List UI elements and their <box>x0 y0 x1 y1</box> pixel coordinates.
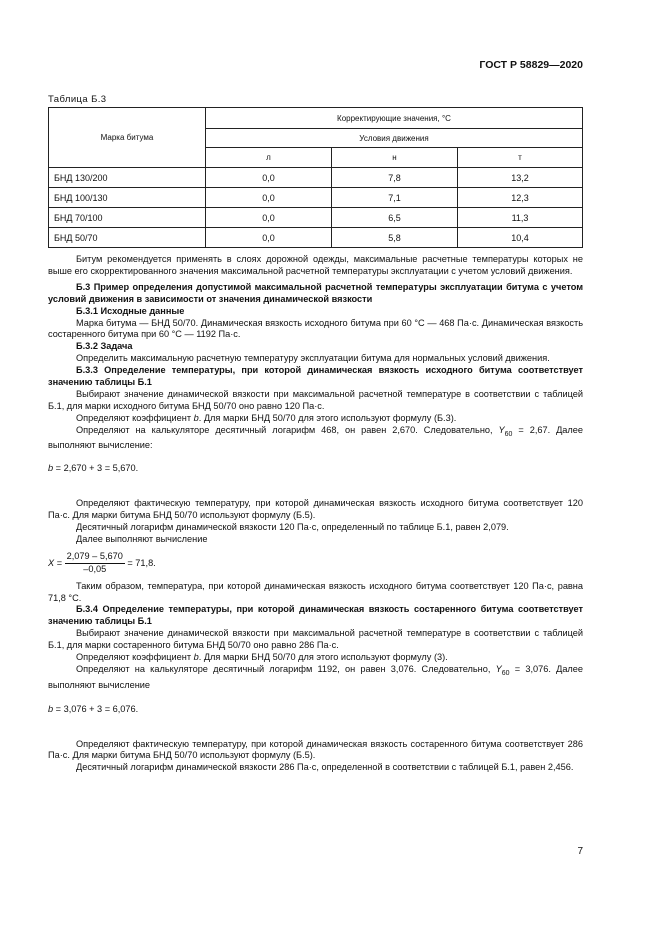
paragraph: Таким образом, температура, при которой динамическая вязкость исходного битума соответствует 120 Па·с, равна 71,8 °С. <box>48 580 583 603</box>
text-run: . Для марки БНД 50/70 для этого используют формулу (3). <box>198 652 448 663</box>
table-row <box>49 168 583 188</box>
text-run: Определяют на калькуляторе десятичный логарифм 1192, он равен 3,076. Следовательно, <box>76 664 496 675</box>
text-run: b <box>193 412 199 423</box>
paragraph: Десятичный логарифм динамической вязкости 120 Па·с, определенный по таблице Б.1, равен 2,079. <box>76 522 509 533</box>
text-run: Определяют коэффициент <box>76 412 194 423</box>
text-run: 60 <box>501 669 510 677</box>
text-run: Определяют коэффициент <box>76 652 194 663</box>
table-row <box>49 228 583 248</box>
section-heading-b33: Б.3.3 Определение температуры, при которой динамическая вязкость исходного битума соответствует значению таблицы Б.1 <box>48 365 583 388</box>
col-header-grade: Марка битума <box>49 108 206 168</box>
cell-value: 12,3 <box>458 188 583 208</box>
text-run: . Для марки БНД 50/70 для этого используют формулу (Б.3). <box>198 412 457 423</box>
text-run: = 3,076. Далее выполняют вычисление <box>48 664 584 690</box>
cell-grade: БНД 100/130 <box>49 188 206 208</box>
cell-value: 6,5 <box>332 208 458 228</box>
cell-value: 0,0 <box>206 208 332 228</box>
body-text <box>48 254 583 774</box>
formula-b1 <box>48 463 583 475</box>
col-header-corrections: Корректирующие значения, °С <box>206 108 583 129</box>
table-caption: Таблица Б.3 <box>48 94 107 105</box>
standard-header: ГОСТ Р 58829—2020 <box>479 59 583 71</box>
cell-value: 0,0 <box>206 188 332 208</box>
paragraph: Определяют фактическую температуру, при которой динамическая вязкость исходного битума соответствует 120 Па·с. Для марки битума БНД 50/70 используют формулу (Б.5). <box>48 498 583 521</box>
cell-value: 13,2 <box>458 168 583 188</box>
cell-value: 10,4 <box>458 228 583 248</box>
paragraph: Далее выполняют вычисление <box>76 533 208 544</box>
correction-table <box>48 107 583 248</box>
section-heading-b32: Б.3.2 Задача <box>76 341 133 352</box>
paragraph: Марка битума — БНД 50/70. Динамическая вязкость исходного битума при 60 °С — 468 Па·с. Динамическая вязкость состаренного битума при 60 °С — 1192 Па·с. <box>48 317 583 340</box>
formula-result: = 71,8. <box>124 557 156 568</box>
formula-var: b <box>48 463 54 474</box>
formula-eq: = <box>54 557 65 568</box>
formula-b2 <box>48 704 583 716</box>
page-number: 7 <box>577 846 583 857</box>
paragraph: Выбирают значение динамической вязкости при максимальной расчетной температуре в соответствии с таблицей Б.1, для марки состаренного битума БНД 50/70 оно равно 286 Па·с. <box>48 628 583 651</box>
paragraph: Определить максимальную расчетную температуру эксплуатации битума для нормальных условий движения. <box>76 353 550 364</box>
text-run: Y <box>498 424 505 435</box>
formula-x <box>48 551 583 576</box>
cell-value: 0,0 <box>206 168 332 188</box>
formula-expr: = 2,670 + 3 = 5,670. <box>53 463 139 474</box>
col-header-t: т <box>458 148 583 168</box>
cell-value: 7,1 <box>332 188 458 208</box>
cell-value: 11,3 <box>458 208 583 228</box>
cell-grade: БНД 130/200 <box>49 168 206 188</box>
formula-expr: = 3,076 + 3 = 6,076. <box>53 703 139 714</box>
col-header-l: л <box>206 148 332 168</box>
table-row <box>49 188 583 208</box>
formula-denominator: –0,05 <box>83 563 107 574</box>
paragraph: Битум рекомендуется применять в слоях дорожной одежды, максимальные расчетные температуры которых не выше его скорректированного значения максимальной расчетной температуры эксплуатации с учетом условий движения. <box>48 254 583 276</box>
text-run: Y <box>495 664 502 675</box>
paragraph: Определяют фактическую температуру, при которой динамическая вязкость состаренного битума соответствует 286 Па·с. Для марки битума БНД 50/70 используют формулу (Б.5). <box>48 738 583 761</box>
cell-grade: БНД 50/70 <box>49 228 206 248</box>
text-run: Определяют на калькуляторе десятичный логарифм 468, он равен 2,670. Следовательно, <box>76 424 499 435</box>
section-heading-b34: Б.3.4 Определение температуры, при которой динамическая вязкость состаренного битума соответствует значению таблицы Б.1 <box>48 604 583 627</box>
paragraph <box>48 664 583 692</box>
text-run: 60 <box>504 430 513 438</box>
section-heading-b3: Б.3 Пример определения допустимой максимальной расчетной температуры эксплуатации битума с учетом условий движения в зависимости от значения динамической вязкости <box>48 281 583 304</box>
section-heading-b31: Б.3.1 Исходные данные <box>76 305 185 316</box>
text-run: b <box>193 652 199 663</box>
col-header-n: н <box>332 148 458 168</box>
formula-var: X <box>48 557 55 568</box>
col-header-conditions: Условия движения <box>206 129 583 148</box>
cell-value: 7,8 <box>332 168 458 188</box>
formula-numerator: 2,079 – 5,670 <box>65 551 125 564</box>
cell-value: 5,8 <box>332 228 458 248</box>
cell-value: 0,0 <box>206 228 332 248</box>
paragraph <box>48 652 583 664</box>
text-run: = 2,67. Далее выполняют вычисление: <box>48 424 584 451</box>
cell-grade: БНД 70/100 <box>49 208 206 228</box>
paragraph <box>48 425 583 453</box>
formula-fraction <box>65 551 125 576</box>
table-row <box>49 208 583 228</box>
formula-var: b <box>48 703 54 714</box>
paragraph: Десятичный логарифм динамической вязкости 286 Па·с, определенной в соответствии с таблицей Б.1, равен 2,456. <box>76 762 574 773</box>
paragraph <box>48 413 583 425</box>
paragraph: Выбирают значение динамической вязкости при максимальной расчетной температуре в соответствии с таблицей Б.1, для марки исходного битума БНД 50/70 оно равно 120 Па·с. <box>48 388 583 411</box>
